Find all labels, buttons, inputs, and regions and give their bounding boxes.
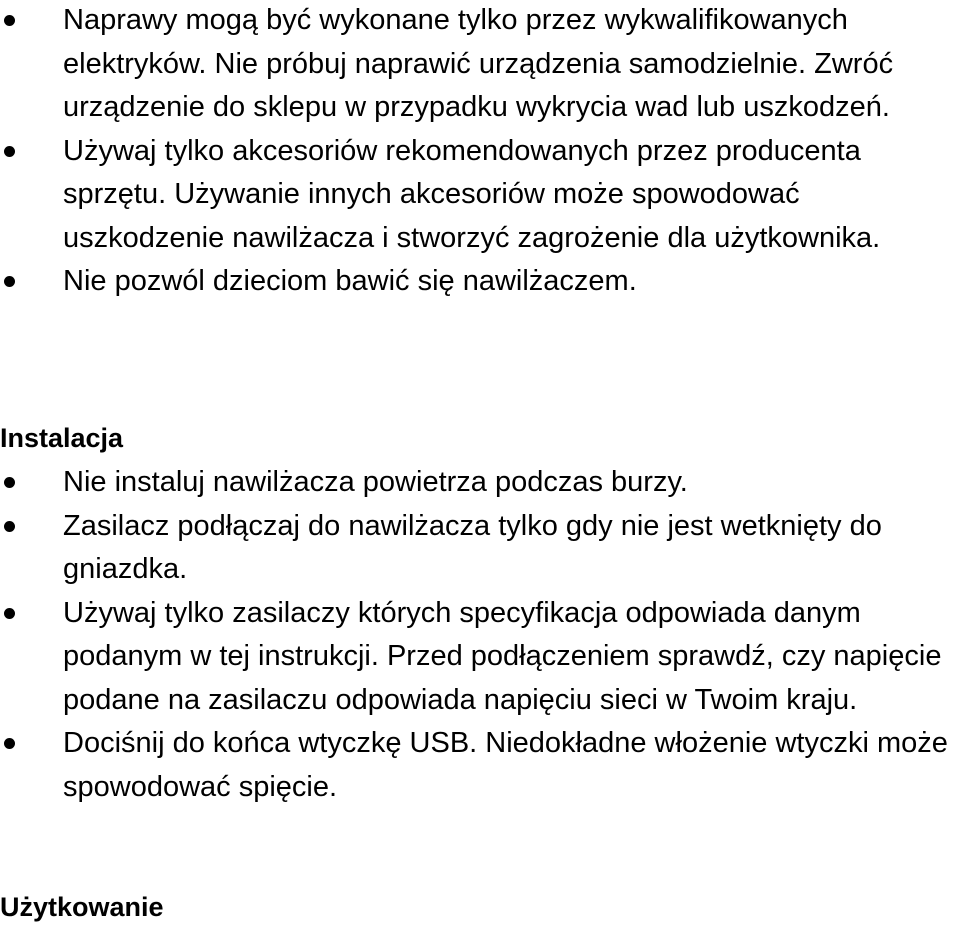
list-item-text: Nie instaluj nawilżacza powietrza podczas burzy. <box>63 466 688 498</box>
list-item <box>0 722 960 809</box>
bullet-dot-icon <box>4 521 15 532</box>
list-item <box>0 0 960 130</box>
bullet-dot-icon <box>4 608 15 619</box>
list-item-text: Nie pozwól dzieciom bawić się nawilżaczem. <box>63 265 637 297</box>
bullet-dot-icon <box>4 738 15 749</box>
list-item <box>0 592 960 723</box>
list-item-text: Dociśnij do końca wtyczkę USB. Niedokładne włożenie wtyczki może spowodować spięcie. <box>63 727 948 803</box>
instalacja-bullet-list <box>0 461 960 809</box>
bullet-dot-icon <box>4 146 15 157</box>
list-item <box>0 505 960 592</box>
list-item <box>0 461 960 505</box>
list-item-text: Zasilacz podłączaj do nawilżacza tylko gdy nie jest wetknięty do gniazdka. <box>63 509 882 585</box>
list-item-text: Naprawy mogą być wykonane tylko przez wykwalifikowanych elektryków. Nie próbuj naprawić urządzenia samodzielnie. Zwróć urządzenie do sklepu w przypadku wykrycia wad lub uszkodzeń. <box>63 4 894 123</box>
bullet-dot-icon <box>4 477 15 488</box>
bullet-dot-icon <box>4 15 15 26</box>
bullet-dot-icon <box>4 276 15 287</box>
section-heading-uzytkowanie: Użytkowanie <box>0 892 164 922</box>
section-heading-instalacja: Instalacja <box>0 423 124 453</box>
list-item-text: Używaj tylko zasilaczy których specyfikacja odpowiada danym podanym w tej instrukcji. Przed podłączeniem sprawdź, czy napięcie podane na zasilaczu odpowiada napięciu sieci w Twoim kraju. <box>63 596 942 716</box>
list-item <box>0 130 960 261</box>
list-item <box>0 260 960 304</box>
safety-bullet-list <box>0 0 960 304</box>
list-item-text: Używaj tylko akcesoriów rekomendowanych przez producenta sprzętu. Używanie innych akcesoriów może spowodować uszkodzenie nawilżacza i stworzyć zagrożenie dla użytkownika. <box>63 134 881 254</box>
